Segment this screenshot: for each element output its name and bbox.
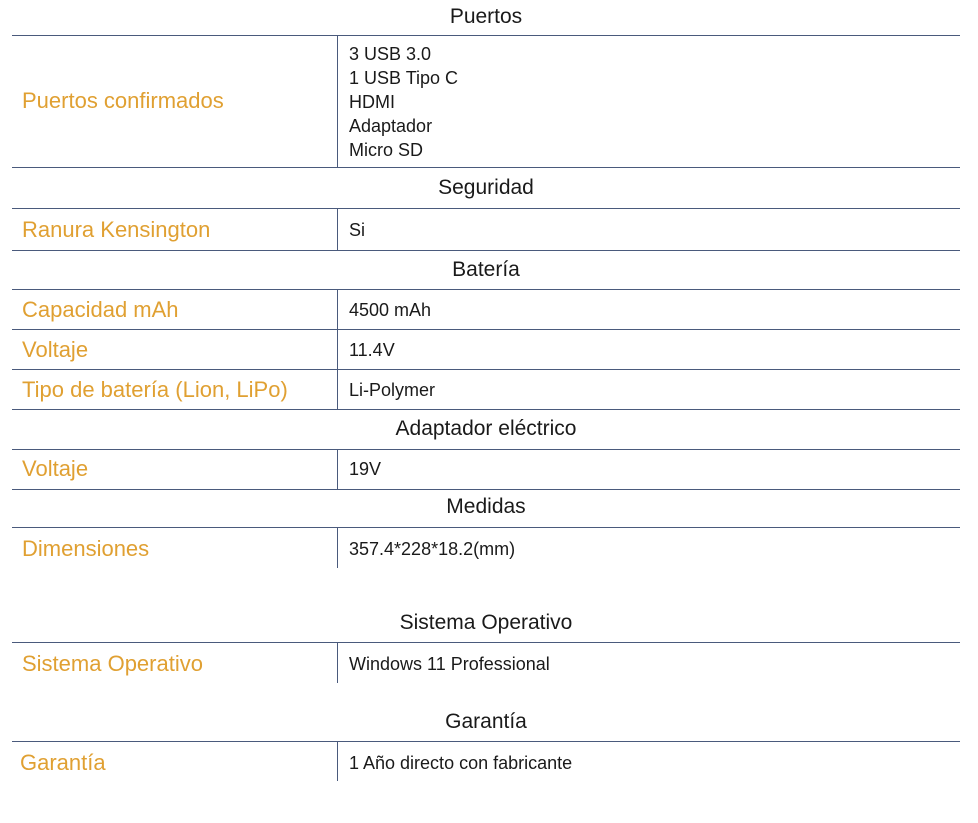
label-voltaje-adaptador: Voltaje bbox=[22, 456, 89, 481]
label-voltaje: Voltaje bbox=[22, 337, 89, 362]
value-puertos-confirmados bbox=[349, 42, 458, 162]
divider bbox=[12, 642, 960, 643]
column-divider bbox=[337, 741, 338, 781]
port-item: HDMI bbox=[349, 92, 395, 112]
label-sistema-operativo: Sistema Operativo bbox=[22, 651, 203, 676]
divider bbox=[12, 489, 960, 490]
port-item: 3 USB 3.0 bbox=[349, 44, 432, 64]
label-garantia: Garantía bbox=[20, 750, 106, 775]
divider bbox=[12, 329, 960, 330]
label-ranura-kensington: Ranura Kensington bbox=[22, 217, 211, 242]
value-voltaje-adaptador: 19V bbox=[349, 459, 382, 479]
section-title-puertos: Puertos bbox=[449, 5, 523, 28]
port-item: 1 USB Tipo C bbox=[349, 68, 459, 88]
label-puertos-confirmados: Puertos confirmados bbox=[22, 88, 224, 113]
value-ranura-kensington: Si bbox=[349, 220, 366, 240]
label-tipo-bateria: Tipo de batería (Lion, LiPo) bbox=[22, 377, 288, 402]
divider bbox=[12, 409, 960, 410]
port-item: Adaptador bbox=[349, 116, 433, 136]
port-item: Micro SD bbox=[349, 140, 424, 160]
value-capacidad: 4500 mAh bbox=[349, 300, 432, 320]
value-sistema-operativo: Windows 11 Professional bbox=[349, 654, 550, 674]
section-title-sistema: Sistema Operativo bbox=[399, 611, 573, 634]
divider bbox=[12, 369, 960, 370]
section-title-bateria: Batería bbox=[452, 258, 520, 281]
section-title-seguridad: Seguridad bbox=[438, 176, 534, 199]
divider bbox=[12, 741, 960, 742]
column-divider bbox=[337, 642, 338, 683]
section-title-adaptador: Adaptador eléctrico bbox=[395, 417, 577, 440]
divider bbox=[12, 167, 960, 168]
divider bbox=[12, 250, 960, 251]
divider bbox=[12, 527, 960, 528]
label-dimensiones: Dimensiones bbox=[22, 536, 150, 561]
label-capacidad: Capacidad mAh bbox=[22, 297, 179, 322]
value-voltaje: 11.4V bbox=[349, 340, 395, 360]
section-title-garantia: Garantía bbox=[445, 710, 527, 733]
column-divider bbox=[337, 527, 338, 568]
divider bbox=[12, 35, 960, 36]
column-divider bbox=[337, 208, 338, 250]
column-divider bbox=[337, 289, 338, 409]
divider bbox=[12, 208, 960, 209]
value-tipo-bateria: Li-Polymer bbox=[349, 380, 436, 400]
divider bbox=[12, 289, 960, 290]
value-garantia: 1 Año directo con fabricante bbox=[349, 753, 573, 773]
column-divider bbox=[337, 449, 338, 489]
divider bbox=[12, 449, 960, 450]
value-dimensiones: 357.4*228*18.2(mm) bbox=[349, 539, 516, 559]
section-title-medidas: Medidas bbox=[446, 495, 526, 518]
column-divider bbox=[337, 35, 338, 167]
